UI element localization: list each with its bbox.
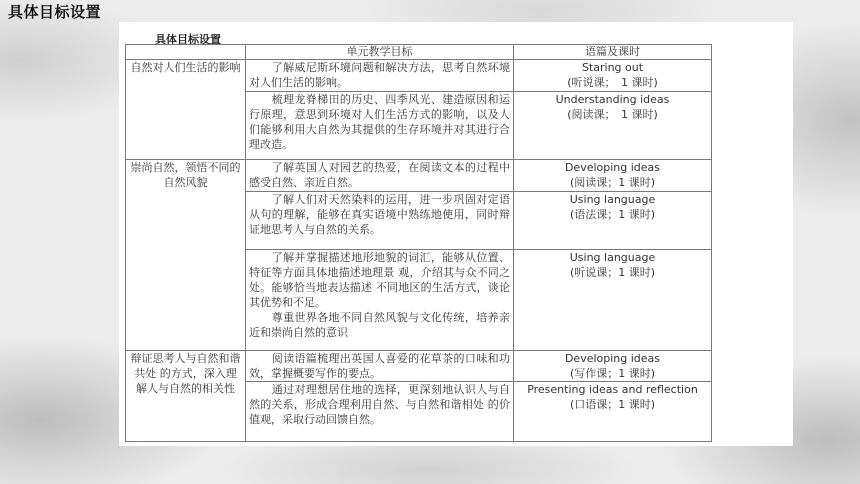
objective-cell: 了解英国人对园艺的热爱，在阅读文本的过程中感受自然、亲近自然。: [246, 160, 514, 192]
theme-cell: 崇尚自然，领悟不同的自然风貌: [126, 160, 246, 351]
lesson-cell: [514, 250, 712, 351]
lesson-type: (听说课； 1 课时): [567, 76, 658, 89]
slide-heading: 具体目标设置: [8, 3, 102, 21]
objective-cell: 了解并掌握描述地形地貌的词汇，能够从位置、特征等方面具体地描述地理景 观，介绍其与众不同之处。能够恰当地表达描述 不同地区的生活方式，谈论其优势和不足。 尊重世界各地不同自然风貌与文化传统，培养亲 近和崇尚自然的意识: [246, 250, 514, 351]
lesson-type: (听说课；1 课时): [569, 266, 656, 279]
header-lesson: 语篇及课时: [514, 45, 712, 60]
theme-cell: 自然对人们生活的影响: [126, 60, 246, 160]
lesson-name: Understanding ideas: [555, 93, 670, 106]
lesson-type: (语法课；1 课时): [569, 208, 656, 221]
table-row: [126, 160, 712, 192]
lesson-type: (写作课；1 课时): [569, 367, 656, 380]
lesson-name: Developing ideas: [564, 161, 661, 174]
objective-cell: 了解威尼斯环境问题和解决方法，思考自然环境对人们生活的影响。: [246, 60, 514, 92]
lesson-name: Developing ideas: [564, 352, 661, 365]
header-objective: 单元教学目标: [246, 45, 514, 60]
objective-cell: 阅读语篇梳理出英国人喜爱的花草茶的口味和功效，掌握概要写作的要点。: [246, 351, 514, 382]
lesson-cell: [514, 92, 712, 160]
objective-cell: 了解人们对天然染料的运用，进一步巩固对定语从句的理解，能够在真实语境中熟练地使用，同时辩证地思考人与自然的关系。: [246, 192, 514, 250]
table-header-row: [126, 45, 712, 60]
lesson-name: Staring out: [581, 61, 644, 74]
lesson-name: Using language: [569, 251, 656, 264]
lesson-cell: [514, 351, 712, 382]
lesson-cell: [514, 192, 712, 250]
header-theme-blank: [126, 45, 246, 60]
lesson-type: (阅读课； 1 课时): [567, 108, 658, 121]
table-row: [126, 351, 712, 382]
objective-cell: 通过对理想居住地的选择，更深刻地认识人与自 然的关系，形成合理利用自然、与自然和谐相处 的价值观，采取行动回馈自然。: [246, 382, 514, 442]
lesson-cell: [514, 60, 712, 92]
table-row: [126, 60, 712, 92]
table-caption: 具体目标设置: [155, 33, 221, 46]
lesson-cell: [514, 382, 712, 442]
goals-table: [125, 44, 712, 442]
lesson-type: (阅读课；1 课时): [569, 176, 656, 189]
lesson-name: Presenting ideas and reflection: [527, 383, 698, 396]
objective-cell: 梳理龙脊梯田的历史、四季风光、建造原因和运行原理，意思到环境对人们生活方式的影响，以及人们能够利用大自然为其提供的生存环境并对其进行合理改造。: [246, 92, 514, 160]
lesson-name: Using language: [569, 193, 656, 206]
theme-cell: 辩证思考人与自然和谐共处 的方式，深入理解人与自然的相关性: [126, 351, 246, 442]
lesson-type: (口语课；1 课时): [569, 398, 656, 411]
lesson-cell: [514, 160, 712, 192]
